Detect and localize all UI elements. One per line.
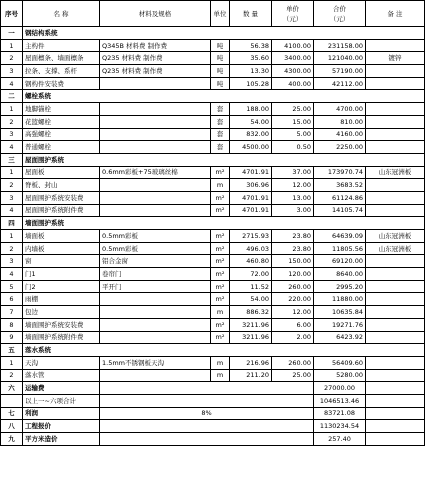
table-row — [1, 230, 425, 243]
header-total-unit: （元） — [329, 14, 350, 23]
item-unit: m — [211, 369, 230, 382]
item-unit: 吨 — [211, 39, 230, 52]
row-no: 二 — [1, 90, 23, 103]
section-title: 墙面围护系统 — [23, 217, 425, 230]
item-unit: 套 — [211, 103, 230, 116]
item-price: 12.00 — [272, 306, 314, 319]
item-price: 25.00 — [272, 103, 314, 116]
item-material: 卷帘门 — [100, 268, 211, 281]
section-title: 屋面围护系统 — [23, 153, 425, 166]
header-no: 序号 — [1, 1, 23, 27]
table-row — [1, 141, 425, 154]
table-row — [1, 103, 425, 116]
item-material — [100, 141, 211, 154]
item-note: 镀锌 — [366, 52, 425, 65]
item-total: 810.00 — [314, 115, 366, 128]
item-total: 173970.74 — [314, 166, 366, 179]
item-qty: 832.00 — [230, 128, 272, 141]
item-qty: 13.30 — [230, 65, 272, 78]
row-no: 8 — [1, 318, 23, 331]
item-total: 56409.60 — [314, 356, 366, 369]
item-name: 脊板、封山 — [23, 179, 100, 192]
item-material — [100, 128, 211, 141]
item-note — [366, 268, 425, 281]
header-price-unit: （元） — [282, 14, 303, 23]
section-title: 钢结构系统 — [23, 27, 425, 40]
item-price: 120.00 — [272, 268, 314, 281]
header-price — [272, 1, 314, 27]
table-row — [1, 77, 425, 90]
item-qty: 105.28 — [230, 77, 272, 90]
summary-note — [366, 394, 425, 407]
item-material — [100, 103, 211, 116]
row-no: 一 — [1, 27, 23, 40]
item-material — [100, 306, 211, 319]
item-unit: m — [211, 306, 230, 319]
item-note — [366, 115, 425, 128]
item-qty: 54.00 — [230, 115, 272, 128]
item-note — [366, 293, 425, 306]
item-material: 0.5mm彩板 — [100, 242, 211, 255]
row-no: 3 — [1, 128, 23, 141]
summary-total: 27000.00 — [314, 382, 366, 395]
item-qty: 56.38 — [230, 39, 272, 52]
table-row — [1, 179, 425, 192]
summary-note — [366, 407, 425, 420]
item-material — [100, 318, 211, 331]
item-unit: m² — [211, 166, 230, 179]
item-total: 5280.00 — [314, 369, 366, 382]
table-row — [1, 293, 425, 306]
item-note — [366, 204, 425, 217]
item-note — [366, 306, 425, 319]
item-unit: 吨 — [211, 65, 230, 78]
item-unit: m² — [211, 293, 230, 306]
section-row — [1, 90, 425, 103]
table-row — [1, 242, 425, 255]
row-no: 1 — [1, 230, 23, 243]
item-name: 花篮螺栓 — [23, 115, 100, 128]
row-no: 2 — [1, 52, 23, 65]
section-row — [1, 344, 425, 357]
item-note — [366, 128, 425, 141]
item-name: 主构件 — [23, 39, 100, 52]
row-no: 2 — [1, 115, 23, 128]
item-material — [100, 293, 211, 306]
item-material: Q235 材料费 制作费 — [100, 65, 211, 78]
item-note — [366, 331, 425, 344]
item-unit: m² — [211, 331, 230, 344]
item-material — [100, 77, 211, 90]
section-row — [1, 217, 425, 230]
header-row — [1, 1, 425, 27]
item-note — [366, 318, 425, 331]
summary-row — [1, 394, 425, 407]
item-material — [100, 179, 211, 192]
item-price: 25.00 — [272, 369, 314, 382]
summary-note — [366, 382, 425, 395]
summary-name: 以上一~六项合计 — [23, 394, 100, 407]
item-note — [366, 39, 425, 52]
item-qty: 3211.96 — [230, 331, 272, 344]
summary-total: 257.40 — [314, 433, 366, 446]
item-total: 64639.09 — [314, 230, 366, 243]
summary-name: 平方米造价 — [23, 433, 100, 446]
summary-value — [100, 394, 314, 407]
table-row — [1, 115, 425, 128]
item-price: 0.50 — [272, 141, 314, 154]
row-no: 1 — [1, 39, 23, 52]
section-title: 螺栓系统 — [23, 90, 425, 103]
item-unit: m² — [211, 204, 230, 217]
table-row — [1, 52, 425, 65]
table-row — [1, 166, 425, 179]
item-qty: 72.00 — [230, 268, 272, 281]
item-unit: m² — [211, 242, 230, 255]
item-name: 天沟 — [23, 356, 100, 369]
item-qty: 2715.93 — [230, 230, 272, 243]
item-material: 0.6mm彩板+75玻璃丝棉 — [100, 166, 211, 179]
item-qty: 211.20 — [230, 369, 272, 382]
item-price: 400.00 — [272, 77, 314, 90]
row-no: 3 — [1, 65, 23, 78]
item-qty: 11.52 — [230, 280, 272, 293]
row-no: 4 — [1, 141, 23, 154]
summary-value: 8% — [100, 407, 314, 420]
item-name: 屋面板 — [23, 166, 100, 179]
item-unit: m² — [211, 230, 230, 243]
summary-name: 利润 — [23, 407, 100, 420]
item-qty: 216.96 — [230, 356, 272, 369]
item-total: 4700.00 — [314, 103, 366, 116]
item-material: Q235 材料费 制作费 — [100, 52, 211, 65]
item-note: 山东冠洲板 — [366, 242, 425, 255]
item-material: 0.5mm彩板 — [100, 230, 211, 243]
item-price: 23.80 — [272, 230, 314, 243]
item-material: 平开门 — [100, 280, 211, 293]
table-row — [1, 65, 425, 78]
item-note — [366, 103, 425, 116]
table-row — [1, 128, 425, 141]
summary-row — [1, 382, 425, 395]
item-unit: m² — [211, 280, 230, 293]
item-name: 屋面围护系统附件费 — [23, 204, 100, 217]
item-qty: 4701.91 — [230, 191, 272, 204]
item-qty: 35.60 — [230, 52, 272, 65]
table-row — [1, 318, 425, 331]
row-no: 八 — [1, 420, 23, 433]
item-qty: 54.00 — [230, 293, 272, 306]
item-name: 墙面围护系统附件费 — [23, 331, 100, 344]
summary-total: 1130234.54 — [314, 420, 366, 433]
item-qty: 188.00 — [230, 103, 272, 116]
item-total: 19271.76 — [314, 318, 366, 331]
table-row — [1, 255, 425, 268]
item-note — [366, 191, 425, 204]
item-name: 普通螺栓 — [23, 141, 100, 154]
item-name: 地脚锚栓 — [23, 103, 100, 116]
item-name: 门1 — [23, 268, 100, 281]
row-no: 九 — [1, 433, 23, 446]
item-total: 10635.84 — [314, 306, 366, 319]
item-qty: 460.80 — [230, 255, 272, 268]
item-qty: 4500.00 — [230, 141, 272, 154]
row-no: 七 — [1, 407, 23, 420]
item-price: 3400.00 — [272, 52, 314, 65]
item-price: 2.00 — [272, 331, 314, 344]
item-name: 钢构件安装费 — [23, 77, 100, 90]
item-note — [366, 65, 425, 78]
table-row — [1, 204, 425, 217]
row-no: 3 — [1, 191, 23, 204]
item-unit: 吨 — [211, 77, 230, 90]
item-qty: 4701.91 — [230, 166, 272, 179]
item-price: 15.00 — [272, 115, 314, 128]
row-no: 2 — [1, 369, 23, 382]
row-no: 9 — [1, 331, 23, 344]
item-total: 69120.00 — [314, 255, 366, 268]
item-name: 屋面檩条、墙面檩条 — [23, 52, 100, 65]
item-note — [366, 280, 425, 293]
item-total: 42112.00 — [314, 77, 366, 90]
item-price: 6.00 — [272, 318, 314, 331]
row-no: 7 — [1, 306, 23, 319]
header-material: 材料及规格 — [100, 1, 211, 27]
item-material — [100, 331, 211, 344]
item-material: Q345B 材料费 制作费 — [100, 39, 211, 52]
item-material — [100, 191, 211, 204]
item-qty: 4701.91 — [230, 204, 272, 217]
row-no: 1 — [1, 103, 23, 116]
item-price: 5.00 — [272, 128, 314, 141]
table-row — [1, 280, 425, 293]
item-note — [366, 255, 425, 268]
item-total: 11805.56 — [314, 242, 366, 255]
row-no — [1, 394, 23, 407]
summary-value — [100, 382, 314, 395]
row-no: 六 — [1, 382, 23, 395]
item-total: 61124.86 — [314, 191, 366, 204]
row-no: 2 — [1, 242, 23, 255]
header-note: 备 注 — [366, 1, 425, 27]
header-name: 名 称 — [23, 1, 100, 27]
table-row — [1, 39, 425, 52]
header-total — [314, 1, 366, 27]
item-price: 3.00 — [272, 204, 314, 217]
item-total: 3683.52 — [314, 179, 366, 192]
summary-value — [100, 433, 314, 446]
item-unit: m² — [211, 191, 230, 204]
item-total: 8640.00 — [314, 268, 366, 281]
row-no: 三 — [1, 153, 23, 166]
item-unit: 套 — [211, 115, 230, 128]
row-no: 2 — [1, 179, 23, 192]
row-no: 1 — [1, 356, 23, 369]
item-total: 231158.00 — [314, 39, 366, 52]
summary-name: 工程报价 — [23, 420, 100, 433]
item-note — [366, 356, 425, 369]
row-no: 4 — [1, 268, 23, 281]
summary-value — [100, 420, 314, 433]
item-unit: m — [211, 356, 230, 369]
item-name: 门2 — [23, 280, 100, 293]
item-price: 37.00 — [272, 166, 314, 179]
item-unit: 套 — [211, 141, 230, 154]
item-qty: 306.96 — [230, 179, 272, 192]
item-total: 2250.00 — [314, 141, 366, 154]
header-unit: 单位 — [211, 1, 230, 27]
item-name: 雨棚 — [23, 293, 100, 306]
item-qty: 3211.96 — [230, 318, 272, 331]
item-unit: m — [211, 179, 230, 192]
item-name: 内墙板 — [23, 242, 100, 255]
item-note — [366, 179, 425, 192]
item-price: 4100.00 — [272, 39, 314, 52]
item-total: 121040.00 — [314, 52, 366, 65]
row-no: 4 — [1, 204, 23, 217]
item-note: 山东冠洲板 — [366, 230, 425, 243]
item-name: 高强螺栓 — [23, 128, 100, 141]
row-no: 5 — [1, 280, 23, 293]
summary-row — [1, 407, 425, 420]
item-name: 窗 — [23, 255, 100, 268]
item-unit: 吨 — [211, 52, 230, 65]
item-total: 14105.74 — [314, 204, 366, 217]
item-price: 23.80 — [272, 242, 314, 255]
item-price: 260.00 — [272, 280, 314, 293]
summary-row — [1, 420, 425, 433]
section-row — [1, 27, 425, 40]
table-row — [1, 356, 425, 369]
table-row — [1, 331, 425, 344]
item-note — [366, 77, 425, 90]
item-note — [366, 141, 425, 154]
item-name: 拉条、支撑、系杆 — [23, 65, 100, 78]
item-unit: m² — [211, 255, 230, 268]
item-note: 山东冠洲板 — [366, 166, 425, 179]
section-row — [1, 153, 425, 166]
item-name: 墙面围护系统安装费 — [23, 318, 100, 331]
summary-note — [366, 420, 425, 433]
item-name: 墙面板 — [23, 230, 100, 243]
item-material — [100, 204, 211, 217]
summary-row — [1, 433, 425, 446]
table-row — [1, 306, 425, 319]
summary-note — [366, 433, 425, 446]
item-total: 2995.20 — [314, 280, 366, 293]
item-total: 6423.92 — [314, 331, 366, 344]
header-price-label: 单价 — [286, 4, 299, 13]
item-material: 铝合金窗 — [100, 255, 211, 268]
row-no: 6 — [1, 293, 23, 306]
item-price: 12.00 — [272, 179, 314, 192]
item-total: 4160.00 — [314, 128, 366, 141]
summary-name: 运输费 — [23, 382, 100, 395]
item-name: 屋面围护系统安装费 — [23, 191, 100, 204]
item-price: 4300.00 — [272, 65, 314, 78]
summary-total: 83721.08 — [314, 407, 366, 420]
item-unit: m² — [211, 318, 230, 331]
item-total: 57190.00 — [314, 65, 366, 78]
table-row — [1, 268, 425, 281]
header-qty: 数 量 — [230, 1, 272, 27]
item-price: 220.00 — [272, 293, 314, 306]
item-name: 包边 — [23, 306, 100, 319]
row-no: 五 — [1, 344, 23, 357]
row-no: 1 — [1, 166, 23, 179]
item-unit: 套 — [211, 128, 230, 141]
table-row — [1, 191, 425, 204]
item-name: 落水管 — [23, 369, 100, 382]
item-price: 260.00 — [272, 356, 314, 369]
summary-total: 1046513.46 — [314, 394, 366, 407]
row-no: 四 — [1, 217, 23, 230]
item-qty: 496.03 — [230, 242, 272, 255]
item-note — [366, 369, 425, 382]
row-no: 4 — [1, 77, 23, 90]
item-price: 150.00 — [272, 255, 314, 268]
item-material — [100, 369, 211, 382]
item-unit: m² — [211, 268, 230, 281]
table-row — [1, 369, 425, 382]
item-price: 13.00 — [272, 191, 314, 204]
item-material: 1.5mm不锈钢板天沟 — [100, 356, 211, 369]
header-total-label: 合价 — [333, 4, 346, 13]
item-qty: 886.32 — [230, 306, 272, 319]
row-no: 3 — [1, 255, 23, 268]
item-material — [100, 115, 211, 128]
item-total: 11880.00 — [314, 293, 366, 306]
section-title: 落水系统 — [23, 344, 425, 357]
